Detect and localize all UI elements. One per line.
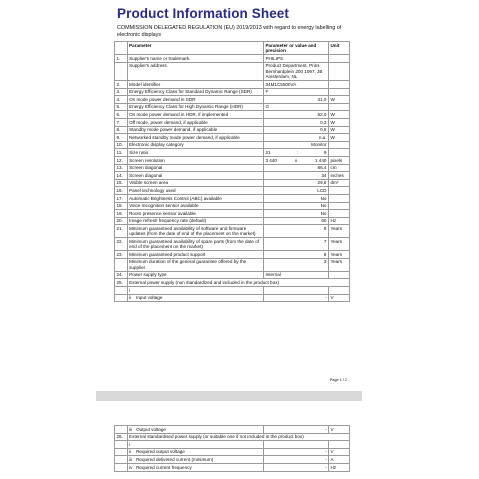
row-parameter: Supplier's address. (127, 62, 263, 80)
table-row (115, 271, 350, 279)
table-row (115, 194, 350, 202)
row-number-empty (115, 441, 128, 449)
row-unit (328, 149, 349, 157)
row-number: 6. (115, 111, 128, 119)
value-part-2: 9 (323, 149, 327, 155)
row-parameter: Minimum guaranteed availability of spare parts (from the date of end of the placement on the market) (127, 238, 263, 251)
subrow-label (127, 426, 263, 434)
row-number: 22. (115, 238, 128, 251)
subrow-label (127, 448, 263, 456)
row-number: 8. (115, 126, 128, 134)
row-number: 9. (115, 134, 128, 142)
row-unit: W (328, 118, 349, 126)
table-row (115, 164, 350, 172)
row-number: 2. (115, 81, 128, 89)
row-number-empty (115, 448, 128, 456)
row-unit: inches (328, 172, 349, 180)
row-value: 3 (263, 258, 328, 271)
table-subrow (115, 287, 350, 295)
row-parameter: Image refresh frequency rate (default) (127, 217, 263, 225)
row-number: 23. (115, 251, 128, 259)
subrow-value (263, 441, 328, 449)
header-number (115, 42, 128, 55)
table-row (115, 81, 350, 89)
row-value (263, 149, 328, 157)
row-number: 24. (115, 271, 128, 279)
row-number: 1. (115, 55, 128, 63)
row-number: 11. (115, 149, 128, 157)
table-row (115, 134, 350, 142)
table-row (115, 156, 350, 164)
row-value: 0,3 (263, 118, 328, 126)
row-value: 62,0 (263, 111, 328, 119)
row-number: 14. (115, 172, 128, 180)
page-separator (96, 391, 362, 401)
table-row (115, 279, 350, 287)
row-value: 7 (263, 238, 328, 251)
row-number: 3. (115, 88, 128, 96)
subrow-unit: V (328, 294, 349, 302)
row-number-empty (115, 426, 128, 434)
subrow-label (127, 287, 263, 295)
row-value: G (263, 103, 328, 111)
subrow-text: Output voltage (136, 426, 166, 432)
row-value: No (263, 202, 328, 210)
row-number: 7. (115, 118, 128, 126)
row-parameter: Standby mode power demand, if applicable (127, 126, 263, 134)
value-separator: x (294, 157, 298, 163)
table-row (115, 96, 350, 104)
row-parameter: Power supply type (127, 271, 263, 279)
row-value: No (263, 210, 328, 218)
row-value: Internal (263, 271, 328, 279)
row-number: 10. (115, 141, 128, 149)
table-subrow (115, 456, 350, 464)
table-row (115, 111, 350, 119)
row-number: 13. (115, 164, 128, 172)
row-number (115, 258, 128, 271)
subrow-index: ii (129, 295, 132, 301)
row-parameter: On mode power demand in SDR (127, 96, 263, 104)
row-number: 18. (115, 202, 128, 210)
table-row (115, 172, 350, 180)
row-unit: W (328, 134, 349, 142)
row-unit: W (328, 111, 349, 119)
subrow-text: Required current frequency (136, 464, 192, 470)
subrow-index: ii (129, 449, 132, 455)
row-unit: Years (328, 225, 349, 238)
subrow-unit: A (328, 456, 349, 464)
table-subrow (115, 463, 350, 471)
row-value: Monitor (263, 141, 328, 149)
header-unit: Unit (328, 42, 349, 55)
page-1 (107, 0, 351, 386)
row-value: 8 (263, 251, 328, 259)
row-value: 31,0 (263, 96, 328, 104)
row-number-empty (115, 463, 128, 471)
subrow-unit: Hz (328, 463, 349, 471)
table-row (115, 62, 350, 80)
row-value: 34M1C5500VA (263, 81, 328, 89)
row-parameter: On mode power demand in HDR, if implemented (127, 111, 263, 119)
table-row (115, 103, 350, 111)
subrow-unit: V (328, 448, 349, 456)
value-part-1: 3 440 (265, 157, 277, 163)
row-unit: Hz (328, 217, 349, 225)
row-parameter: Screen resolution (127, 156, 263, 164)
table-row (115, 251, 350, 259)
row-unit (328, 202, 349, 210)
table-row (115, 210, 350, 218)
row-unit (328, 194, 349, 202)
row-value: LCD (263, 187, 328, 195)
page-title: Product Information Sheet (117, 6, 290, 21)
header-parameter: Parameter (127, 42, 263, 55)
row-unit (328, 271, 349, 279)
subrow-value: - (263, 448, 328, 456)
row-unit (328, 81, 349, 89)
row-unit (328, 55, 349, 63)
row-unit: dm² (328, 179, 349, 187)
row-parameter: Minimum duration of the general guarantee offered by the supplier (127, 258, 263, 271)
table-row (115, 126, 350, 134)
info-table (114, 41, 350, 302)
row-parameter: Supplier's name or trademark. (127, 55, 263, 63)
row-number-empty (115, 294, 128, 302)
table-row (115, 225, 350, 238)
row-number-empty (115, 456, 128, 464)
subrow-label (127, 294, 263, 302)
row-unit (328, 88, 349, 96)
subrow-value: - (263, 426, 328, 434)
row-parameter: Minimum guaranteed availability of software and firmware updates (from the date of end of the placement on the market) (127, 225, 263, 238)
row-unit: pixels (328, 156, 349, 164)
page-2 (107, 405, 351, 479)
row-parameter: Automatic Brightness Control (ABC) available (127, 194, 263, 202)
table-row (115, 118, 350, 126)
table-row (115, 238, 350, 251)
row-value: 29,6 (263, 179, 328, 187)
subrow-value: - (263, 456, 328, 464)
subrow-label (127, 441, 263, 449)
subrow-value: - (263, 463, 328, 471)
table-subrow (115, 448, 350, 456)
row-value: n.a. (263, 134, 328, 142)
info-table-continued (114, 425, 350, 472)
row-value: 86,4 (263, 164, 328, 172)
row-parameter: Visible screen area (127, 179, 263, 187)
subrow-index: iii (129, 426, 133, 432)
row-value: No (263, 194, 328, 202)
row-number: 26. (115, 433, 128, 441)
row-unit: Years (328, 251, 349, 259)
subrow-unit (328, 441, 349, 449)
subrow-unit (328, 287, 349, 295)
row-number: 17. (115, 194, 128, 202)
row-unit (328, 187, 349, 195)
row-unit (328, 210, 349, 218)
subrow-index: i (129, 287, 131, 293)
value-part-2: 1 440 (314, 157, 327, 163)
row-parameter: Voice recognition sensor available (127, 202, 263, 210)
row-unit (328, 62, 349, 80)
row-parameter: Networked standby mode power demand, if applicable (127, 134, 263, 142)
row-number: 25. (115, 279, 128, 287)
row-parameter: Off mode, power demand, if applicable (127, 118, 263, 126)
row-unit: Years (328, 238, 349, 251)
row-parameter: Screen diagonal (127, 164, 263, 172)
table-row (115, 217, 350, 225)
subrow-label (127, 456, 263, 464)
subrow-unit: V (328, 426, 349, 434)
row-parameter: Minimum guaranteed product support (127, 251, 263, 259)
subrow-value: - (263, 294, 328, 302)
subrow-index: i (129, 441, 131, 447)
row-unit (328, 103, 349, 111)
row-value: F (263, 88, 328, 96)
row-unit: Years (328, 258, 349, 271)
value-separator: : (296, 149, 298, 155)
row-parameter: Panel technology used (127, 187, 263, 195)
row-parameter: Energy Efficiency Class for Standard Dynamic Range (SDR) (127, 88, 263, 96)
row-value: Product Department, Prins Bernhardplein 200 1097, JB Amsterdam, NL (263, 62, 328, 80)
row-parameter: Energy Efficiency Class for High Dynamic Range (HDR) (127, 103, 263, 111)
row-value: PHILIPS (263, 55, 328, 63)
row-parameter: Electronic display category (127, 141, 263, 149)
subrow-text: Required delivered current (minimum) (136, 456, 214, 462)
row-unit (328, 141, 349, 149)
table-row (115, 55, 350, 63)
row-parameter: Room presence sensor available (127, 210, 263, 218)
row-number: 20. (115, 217, 128, 225)
table-row (115, 141, 350, 149)
row-value: 60 (263, 217, 328, 225)
row-value: 0,5 (263, 126, 328, 134)
table-header-row (115, 42, 350, 55)
row-value: 8 (263, 225, 328, 238)
row-parameter: Screen diagonal (127, 172, 263, 180)
subrow-value (263, 287, 328, 295)
subrow-index: iv (129, 464, 133, 470)
table-row (115, 258, 350, 271)
regulation-subtitle: COMMISSION DELEGATED REGULATION (EU) 2019/2013 with regard to energy labelling of electronic displays (117, 25, 342, 38)
subrow-text: Input voltage (136, 295, 163, 301)
row-number: 21. (115, 225, 128, 238)
row-number: 4. (115, 96, 128, 104)
row-section-title: External power supply (non standardized and included in the product box) (127, 279, 349, 287)
row-parameter: Model identifier (127, 81, 263, 89)
row-number-empty (115, 287, 128, 295)
table-subrow (115, 441, 350, 449)
row-unit: W (328, 96, 349, 104)
row-value (263, 156, 328, 164)
row-number: 16. (115, 187, 128, 195)
table-row (115, 149, 350, 157)
subrow-label (127, 463, 263, 471)
table-row (115, 88, 350, 96)
row-number: 19. (115, 210, 128, 218)
header-value: Parameter or value and precision (263, 42, 328, 55)
row-number: 15. (115, 179, 128, 187)
row-unit: cm (328, 164, 349, 172)
row-number (115, 62, 128, 80)
row-number: 5. (115, 103, 128, 111)
row-parameter: Size ratio (127, 149, 263, 157)
row-unit: W (328, 126, 349, 134)
table-subrow (115, 426, 350, 434)
subrow-index: iii (129, 456, 133, 462)
subrow-text: Required output voltage (136, 449, 185, 455)
table-row (115, 202, 350, 210)
page-number: Page 1 / 2 (329, 378, 347, 382)
row-section-title: External standardised power supply (or suitable one if not included in the product box) (127, 433, 349, 441)
table-row (115, 179, 350, 187)
table-subrow (115, 294, 350, 302)
table-row (115, 433, 350, 441)
row-number: 12. (115, 156, 128, 164)
row-value: 34 (263, 172, 328, 180)
table-row (115, 187, 350, 195)
value-part-1: 21 (265, 149, 271, 155)
